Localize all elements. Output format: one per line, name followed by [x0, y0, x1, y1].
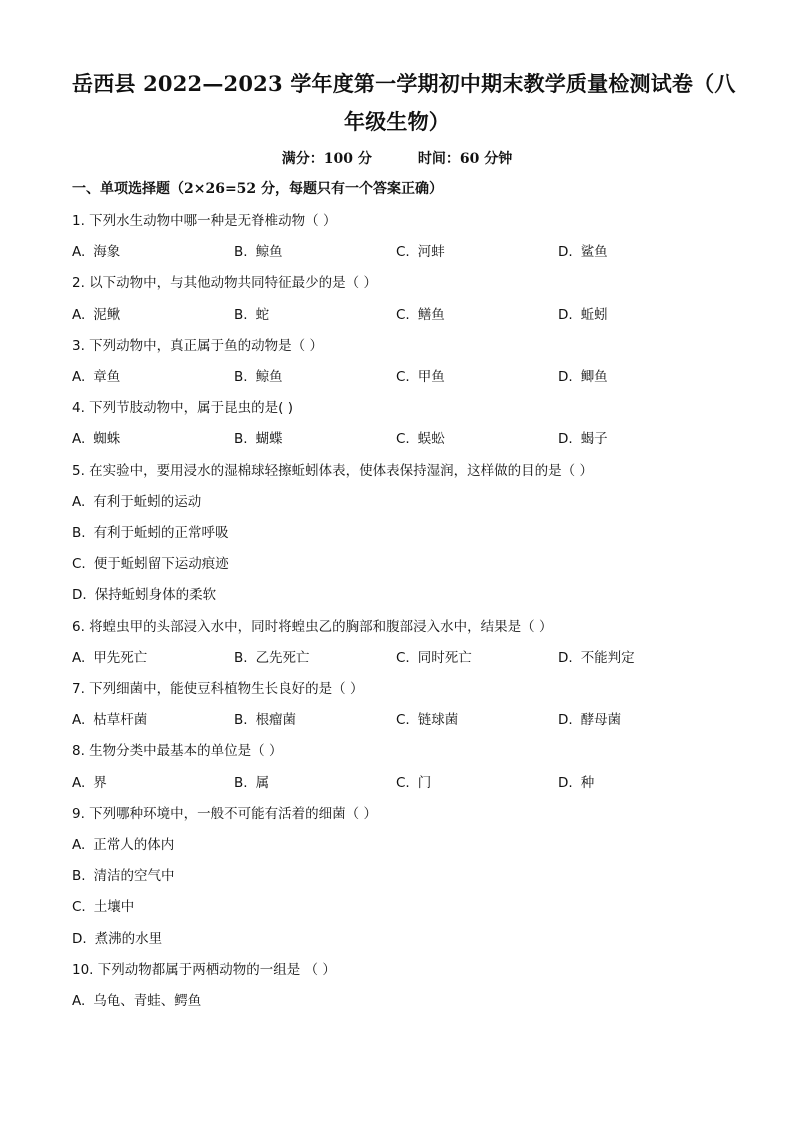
q3-option-c: C. 甲鱼 — [396, 369, 445, 385]
question-9: 9. 下列哪种环境中，一般不可能有活着的细菌（ ） — [72, 806, 377, 822]
section-heading: 一、单项选择题（2×26=52 分，每题只有一个答案正确） — [72, 181, 444, 197]
q2-option-b: B. 蛇 — [234, 307, 270, 323]
q2-option-d: D. 蚯蚓 — [558, 307, 608, 323]
q2-option-c: C. 鳝鱼 — [396, 307, 445, 323]
q3-option-d: D. 鲫鱼 — [558, 369, 608, 385]
q6-option-d: D. 不能判定 — [558, 650, 635, 666]
question-10: 10. 下列动物都属于两栖动物的一组是 （ ） — [72, 962, 336, 978]
q1-option-b: B. 鲸鱼 — [234, 244, 283, 260]
question-3: 3. 下列动物中，真正属于鱼的动物是（ ） — [72, 338, 323, 354]
q6-option-b: B. 乙先死亡 — [234, 650, 310, 666]
question-6: 6. 将蝗虫甲的头部浸入水中，同时将蝗虫乙的胸部和腹部浸入水中，结果是（ ） — [72, 619, 553, 635]
q10-option-a: A. 乌龟、青蛙、鳄鱼 — [72, 993, 202, 1009]
q5-option-b: B. 有利于蚯蚓的正常呼吸 — [72, 525, 229, 541]
q4-option-a: A. 蜘蛛 — [72, 431, 121, 447]
q1-option-a: A. 海象 — [72, 244, 121, 260]
q3-option-b: B. 鲸鱼 — [234, 369, 283, 385]
question-1: 1. 下列水生动物中哪一种是无脊椎动物（ ） — [72, 213, 337, 229]
exam-title-line2: 年级生物） — [344, 109, 450, 134]
q5-option-d: D. 保持蚯蚓身体的柔软 — [72, 587, 217, 603]
exam-meta — [72, 150, 722, 168]
q7-option-a: A. 枯草杆菌 — [72, 712, 148, 728]
question-8: 8. 生物分类中最基本的单位是（ ） — [72, 743, 283, 759]
q4-option-d: D. 蝎子 — [558, 431, 608, 447]
full-score: 满分：100 分 — [281, 151, 372, 167]
q6-option-a: A. 甲先死亡 — [72, 650, 148, 666]
q6-option-c: C. 同时死亡 — [396, 650, 472, 666]
q4-option-c: C. 蜈蚣 — [396, 431, 445, 447]
question-2: 2. 以下动物中，与其他动物共同特征最少的是（ ） — [72, 275, 377, 291]
q8-option-c: C. 门 — [396, 775, 432, 791]
q7-option-c: C. 链球菌 — [396, 712, 459, 728]
question-4: 4. 下列节肢动物中，属于昆虫的是( ) — [72, 400, 293, 416]
q7-option-d: D. 酵母菌 — [558, 712, 622, 728]
q4-option-b: B. 蝴蝶 — [234, 431, 283, 447]
question-7: 7. 下列细菌中，能使豆科植物生长良好的是（ ） — [72, 681, 364, 697]
q1-option-d: D. 鲨鱼 — [558, 244, 608, 260]
q3-option-a: A. 章鱼 — [72, 369, 121, 385]
q1-option-c: C. 河蚌 — [396, 244, 445, 260]
q5-option-c: C. 便于蚯蚓留下运动痕迹 — [72, 556, 229, 572]
q5-option-a: A. 有利于蚯蚓的运动 — [72, 494, 202, 510]
q8-option-b: B. 属 — [234, 775, 270, 791]
exam-title-line1: 岳西县 2022—2023 学年度第一学期初中期末教学质量检测试卷（八 — [72, 71, 736, 96]
q9-option-d: D. 煮沸的水里 — [72, 931, 163, 947]
q8-option-d: D. 种 — [558, 775, 595, 791]
q7-option-b: B. 根瘤菌 — [234, 712, 297, 728]
q9-option-b: B. 清洁的空气中 — [72, 868, 175, 884]
q8-option-a: A. 界 — [72, 775, 107, 791]
q9-option-a: A. 正常人的体内 — [72, 837, 175, 853]
exam-time: 时间：60 分钟 — [417, 151, 513, 167]
question-5: 5. 在实验中，要用浸水的湿棉球轻擦蚯蚓体表，使体表保持湿润，这样做的目的是（ ） — [72, 463, 593, 479]
q9-option-c: C. 土壤中 — [72, 899, 135, 915]
q2-option-a: A. 泥鳅 — [72, 307, 121, 323]
